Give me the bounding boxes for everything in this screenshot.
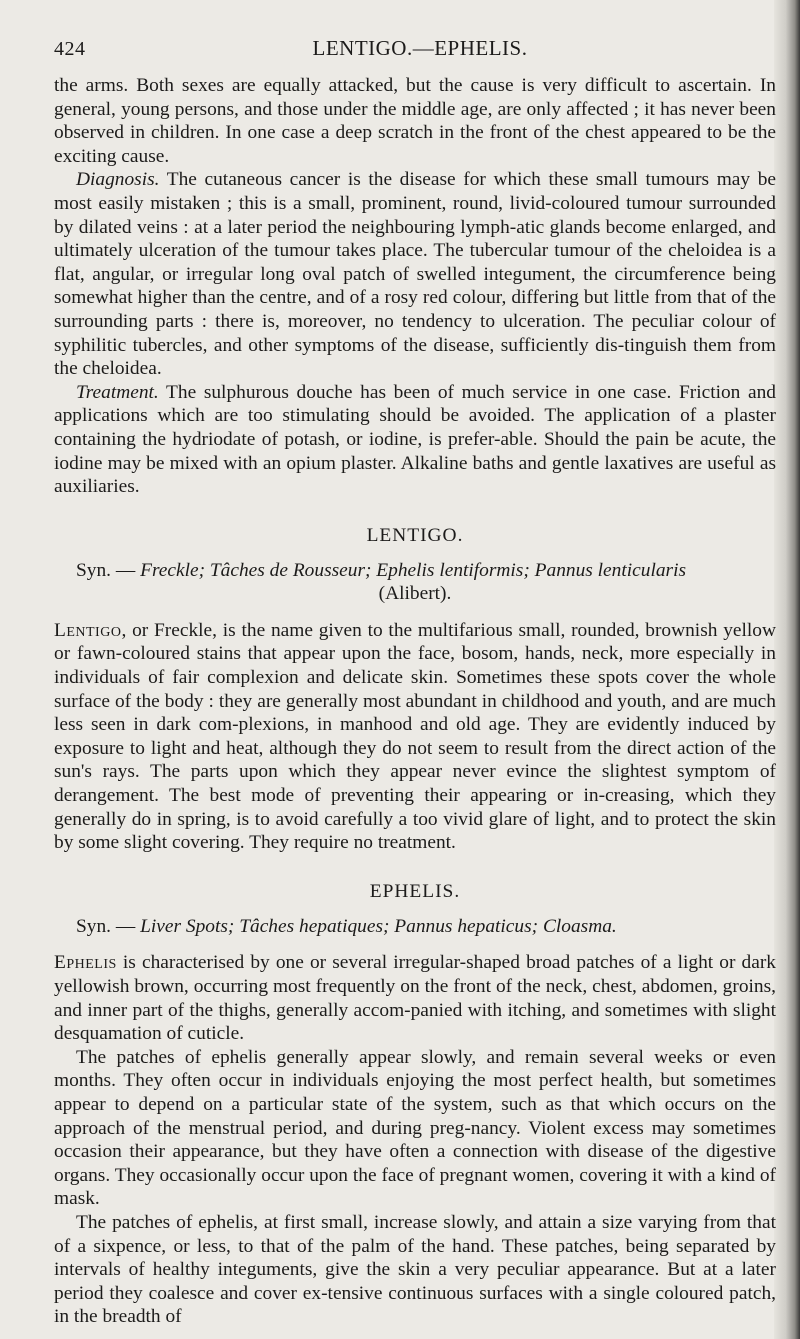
page-content: [54, 36, 776, 1329]
paragraph-treatment: [54, 381, 776, 499]
page-number: 424: [54, 38, 86, 60]
lentigo-lead-word: Lentigo: [54, 619, 122, 641]
ephelis-syn-prefix: Syn. —: [76, 915, 141, 937]
lentigo-syn-prefix: Syn. —: [76, 559, 141, 581]
section-heading-lentigo: LENTIGO.: [366, 524, 464, 546]
paragraph-ephelis-2: The patches of ephelis generally appear slowly, and remain several weeks or even months. They often occur in individuals enjoying the most perfect health, but sometimes appear to depend on a particular state of the system, such as that which occurs on the approach of the menstrual period, and during preg-nancy. Violent excess may sometimes occasion their appearance, but they have often a connection with disease of the digestive organs. They occasionally occur upon the face of pregnant women, covering it with a kind of mask.: [54, 1046, 776, 1210]
paragraph-continuation: the arms. Both sexes are equally attacked, but the cause is very difficult to ascertain. In general, young persons, and those under the middle age, are only affected ; it has never been observed in children. In one case a deep scratch in the front of the chest appeared to be the exciting cause.: [54, 75, 776, 167]
running-title: LENTIGO.—EPHELIS.: [312, 36, 528, 60]
lentigo-syn-names: Freckle; Tâches de Rousseur; Ephelis lentiformis; Pannus lenticularis: [140, 559, 687, 581]
lentigo-syn-attribution: (Alibert).: [378, 583, 452, 605]
section-heading-ephelis: EPHELIS.: [369, 880, 461, 902]
ephelis-synonyms: [54, 915, 776, 939]
paragraph-lentigo: [54, 619, 776, 855]
paragraph-ephelis-3: The patches of ephelis, at first small, increase slowly, and attain a size varying from that of a sixpence, or less, to that of the palm of the hand. These patches, being separated by intervals of healthy integuments, give the skin a very peculiar appearance. But at a later period they coalesce and cover ex-tensive continuous surfaces with a single coloured patch, in the breadth of: [54, 1211, 776, 1328]
spacer: [54, 938, 776, 951]
treatment-text: The sulphurous douche has been of much service in one case. Friction and applications which are too stimulating should be avoided. The application of a plaster containing the hydriodate of potash, or iodine, is prefer-able. Should the pain be acute, the iodine may be mixed with an opium plaster. Alkaline baths and gentle laxatives are useful as auxiliaries.: [54, 381, 776, 498]
running-head: [54, 36, 776, 74]
diagnosis-text: The cutaneous cancer is the disease for which these small tumours may be most easily mistaken ; this is a small, prominent, round, livid-coloured tumour surrounded by dilated veins : at a later period the neighbouring lymph-atic glands become enlarged, and ultimately ulceration of the tumour takes place. The tubercular tumour of the cheloidea is a flat, angular, or irregular long oval patch of swelled integument, the circumference being somewhat higher than the centre, and of a rosy red colour, differing but little from that of the surrounding parts : there is, moreover, no tendency to ulceration. The peculiar colour of syphilitic tubercles, and other symptoms of the disease, sufficiently dis-tinguish them from the cheloidea.: [54, 169, 776, 380]
treatment-label: Treatment.: [76, 381, 159, 403]
lentigo-synonyms: [54, 559, 776, 583]
paragraph-diagnosis: [54, 168, 776, 380]
spacer: [54, 606, 776, 619]
paragraph-ephelis-1: [54, 951, 776, 1045]
ephelis-syn-names: Liver Spots; Tâches hepatiques; Pannus hepaticus; Cloasma.: [140, 915, 617, 937]
ephelis-lead-word: Ephelis: [54, 952, 117, 974]
diagnosis-label: Diagnosis.: [76, 169, 160, 191]
binding-edge: [774, 0, 800, 1339]
ephelis-body-1: is characterised by one or several irregular-shaped broad patches of a light or dark yellowish brown, occurring most frequently on the front of the neck, chest, abdomen, groins, and inner part of the thighs, generally accom-panied with itching, and sometimes with slight desquamation of cuticle.: [54, 952, 776, 1045]
lentigo-body: , or Freckle, is the name given to the multifarious small, rounded, brownish yellow or fawn-coloured stains that appear upon the face, bosom, hands, neck, more especially in individuals of fair complexion and delicate skin. Sometimes these spots cover the whole surface of the body : they are generally most abundant in childhood and youth, and are much less seen in dark com-plexions, in manhood and old age. They are evidently induced by exposure to light and heat, although they do not seem to result from the direct action of the sun's rays. The parts upon which they appear never evince the slightest symptom of derangement. The best mode of preventing their appearing or in-creasing, which they generally do in spring, is to avoid carefully a too vivid glare of light, and to protect the skin by some slight covering. They require no treatment.: [54, 619, 776, 854]
